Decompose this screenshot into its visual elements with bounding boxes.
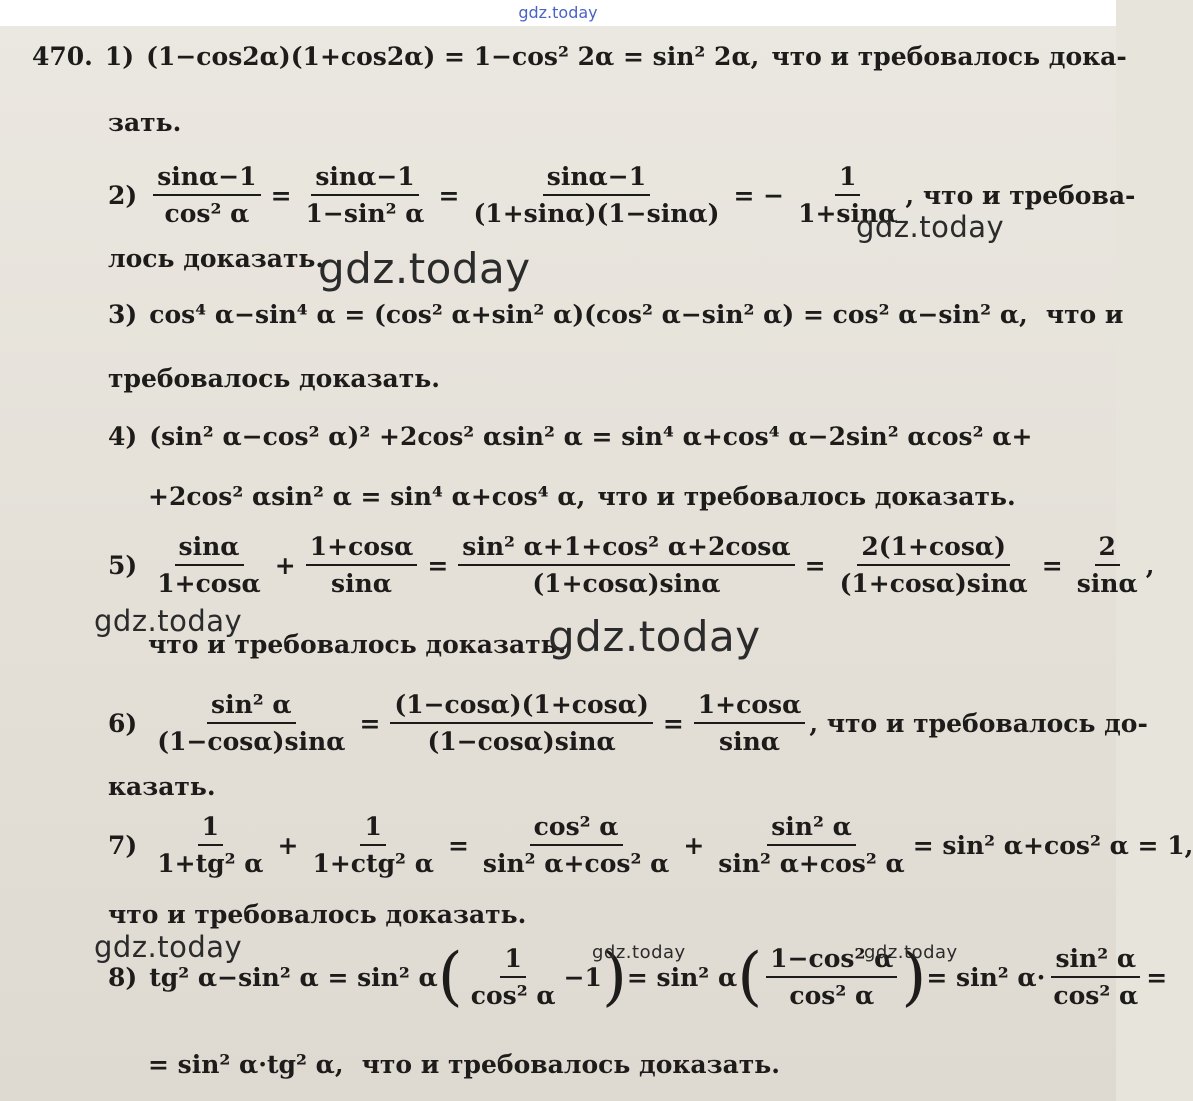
numerator: 1 bbox=[835, 162, 860, 196]
equals-sign: = − bbox=[733, 180, 785, 210]
item-3-line bbox=[108, 300, 1123, 329]
item-2-tail: , что и требова- bbox=[905, 180, 1136, 210]
equals-sign: = bbox=[270, 180, 292, 210]
plus-sign: + bbox=[683, 830, 705, 860]
fraction bbox=[714, 812, 908, 878]
item-1-formula: (1−cos2α)(1+cos2α) = 1−cos² 2α = sin² 2α, bbox=[146, 42, 760, 71]
numerator: 1 bbox=[500, 944, 525, 978]
denominator: 1+cosα bbox=[157, 569, 261, 598]
numerator: cos² α bbox=[530, 812, 623, 846]
equals-sign: = bbox=[427, 550, 449, 580]
item-number: 5) bbox=[108, 550, 138, 580]
equals-sign: = bbox=[438, 180, 460, 210]
plus-sign: + bbox=[274, 550, 296, 580]
numerator: sinα−1 bbox=[543, 162, 650, 196]
numerator: 1 bbox=[198, 812, 223, 846]
item-number: 1) bbox=[104, 42, 135, 71]
fraction bbox=[308, 812, 437, 878]
denominator: 1+tg² α bbox=[157, 849, 264, 878]
item-7-cont-text: что и требовалось доказать. bbox=[108, 900, 527, 929]
denominator: cos² α bbox=[470, 981, 556, 1010]
denominator: sinα bbox=[331, 569, 393, 598]
fraction bbox=[306, 532, 418, 598]
denominator: (1−cosα)sinα bbox=[157, 727, 346, 756]
numerator: 1−cos² α bbox=[766, 944, 897, 978]
fraction bbox=[153, 532, 265, 598]
denominator: (1+cosα)sinα bbox=[839, 569, 1028, 598]
item-number: 2) bbox=[108, 180, 138, 210]
item-1-cont bbox=[108, 108, 181, 137]
numerator: sin² α bbox=[767, 812, 856, 846]
item-4-cont bbox=[148, 482, 1016, 511]
denominator: sinα bbox=[1076, 569, 1138, 598]
item-3-cont-text: требовалось доказать. bbox=[108, 364, 440, 393]
fraction bbox=[836, 532, 1032, 598]
item-6-tail: , что и требовалось до- bbox=[809, 708, 1148, 738]
denominator: (1+cosα)sinα bbox=[532, 569, 721, 598]
numerator: sin² α+1+cos² α+2cosα bbox=[458, 532, 794, 566]
denominator: cos² α bbox=[1053, 981, 1139, 1010]
denominator: sinα bbox=[719, 727, 781, 756]
denominator: 1−sin² α bbox=[305, 199, 425, 228]
item-8-mid3: = sin² α· bbox=[926, 962, 1046, 992]
denominator: cos² α bbox=[789, 981, 875, 1010]
denominator: (1+sinα)(1−sinα) bbox=[473, 199, 720, 228]
item-4-formula: (sin² α−cos² α)² +2cos² αsin² α = sin⁴ α+cos⁴ α−2sin² αcos² α+ bbox=[149, 422, 1033, 451]
item-3-tail: что и bbox=[1045, 300, 1124, 329]
watermark: gdz.today bbox=[94, 604, 243, 638]
plus-sign: + bbox=[277, 830, 299, 860]
item-8-end: = bbox=[1146, 962, 1168, 992]
denominator: 1+sinα bbox=[798, 199, 898, 228]
fraction bbox=[467, 944, 560, 1010]
item-6-line bbox=[108, 690, 1148, 756]
right-paren: ) bbox=[901, 940, 927, 1014]
numerator: sinα−1 bbox=[311, 162, 418, 196]
fraction bbox=[1049, 944, 1142, 1010]
denominator: 1+ctg² α bbox=[312, 849, 434, 878]
item-2-cont-text: лось доказать. bbox=[108, 244, 325, 273]
left-paren: ( bbox=[437, 940, 463, 1014]
watermark: gdz.today bbox=[94, 930, 243, 964]
equals-sign: = bbox=[447, 830, 469, 860]
numerator: (1−cosα)(1+cosα) bbox=[390, 690, 652, 724]
item-8-mid1: −1 bbox=[563, 962, 602, 992]
item-number: 4) bbox=[108, 422, 138, 451]
problem-number: 470. bbox=[32, 42, 93, 71]
fraction bbox=[694, 690, 806, 756]
item-2-cont bbox=[108, 244, 324, 273]
item-4-cont-text: что и требовалось доказать. bbox=[597, 482, 1016, 511]
fraction bbox=[302, 162, 429, 228]
numerator: 2 bbox=[1095, 532, 1120, 566]
item-3-formula: cos⁴ α−sin⁴ α = (cos² α+sin² α)(cos² α−sin² α) = cos² α−sin² α, bbox=[149, 300, 1028, 329]
equals-sign: = bbox=[1041, 550, 1063, 580]
numerator: 1+cosα bbox=[306, 532, 418, 566]
item-8-lead: tg² α−sin² α = sin² α bbox=[149, 962, 438, 992]
denominator: cos² α bbox=[164, 199, 250, 228]
watermark: gdz.today bbox=[318, 244, 531, 293]
item-6-cont-text: казать. bbox=[108, 772, 216, 801]
fraction bbox=[458, 532, 794, 598]
numerator: sin² α bbox=[207, 690, 296, 724]
item-7-cont bbox=[108, 900, 526, 929]
item-8-cont-formula: = sin² α·tg² α, bbox=[148, 1050, 344, 1079]
item-5-line bbox=[108, 532, 1154, 598]
watermark: gdz.today bbox=[592, 942, 686, 963]
item-8-mid2: = sin² α bbox=[626, 962, 738, 992]
fraction bbox=[390, 690, 652, 756]
denominator: (1−cosα)sinα bbox=[427, 727, 616, 756]
item-number: 8) bbox=[108, 962, 138, 992]
numerator: 2(1+cosα) bbox=[857, 532, 1010, 566]
equals-sign: = bbox=[662, 708, 684, 738]
fraction bbox=[1073, 532, 1142, 598]
item-4-line bbox=[108, 422, 1032, 451]
equals-sign: = bbox=[804, 550, 826, 580]
fraction bbox=[153, 812, 267, 878]
item-8-cont bbox=[148, 1050, 780, 1079]
item-number: 7) bbox=[108, 830, 138, 860]
fraction bbox=[153, 162, 260, 228]
equals-sign: = bbox=[359, 708, 381, 738]
item-4-cont-formula: +2cos² αsin² α = sin⁴ α+cos⁴ α, bbox=[148, 482, 586, 511]
item-3-cont bbox=[108, 364, 440, 393]
numerator: sin² α bbox=[1051, 944, 1140, 978]
item-number: 3) bbox=[108, 300, 138, 329]
item-7-line bbox=[108, 812, 1193, 878]
numerator: sinα−1 bbox=[153, 162, 260, 196]
numerator: 1+cosα bbox=[694, 690, 806, 724]
fraction bbox=[469, 162, 723, 228]
denominator: sin² α+cos² α bbox=[482, 849, 670, 878]
left-paren: ( bbox=[737, 940, 763, 1014]
numerator: sinα bbox=[175, 532, 244, 566]
numerator: 1 bbox=[360, 812, 385, 846]
item-7-tail: = sin² α+cos² α = 1, bbox=[912, 830, 1193, 860]
header-watermark: gdz.today bbox=[0, 0, 1116, 26]
item-6-cont bbox=[108, 772, 216, 801]
watermark: gdz.today bbox=[548, 612, 761, 661]
watermark: gdz.today bbox=[864, 942, 958, 963]
fraction bbox=[153, 690, 349, 756]
item-1-line bbox=[32, 42, 1127, 71]
fraction bbox=[479, 812, 673, 878]
comma: , bbox=[1145, 550, 1155, 580]
item-1-tail: что и требовалось дока- bbox=[771, 42, 1127, 71]
item-5-cont-text: что и требовалось доказать. bbox=[148, 630, 567, 659]
watermark: gdz.today bbox=[856, 210, 1005, 244]
item-number: 6) bbox=[108, 708, 138, 738]
denominator: sin² α+cos² α bbox=[718, 849, 905, 878]
item-1-cont-text: зать. bbox=[108, 108, 182, 137]
item-8-cont-text: что и требовалось доказать. bbox=[361, 1050, 780, 1079]
right-paren: ) bbox=[601, 940, 627, 1014]
